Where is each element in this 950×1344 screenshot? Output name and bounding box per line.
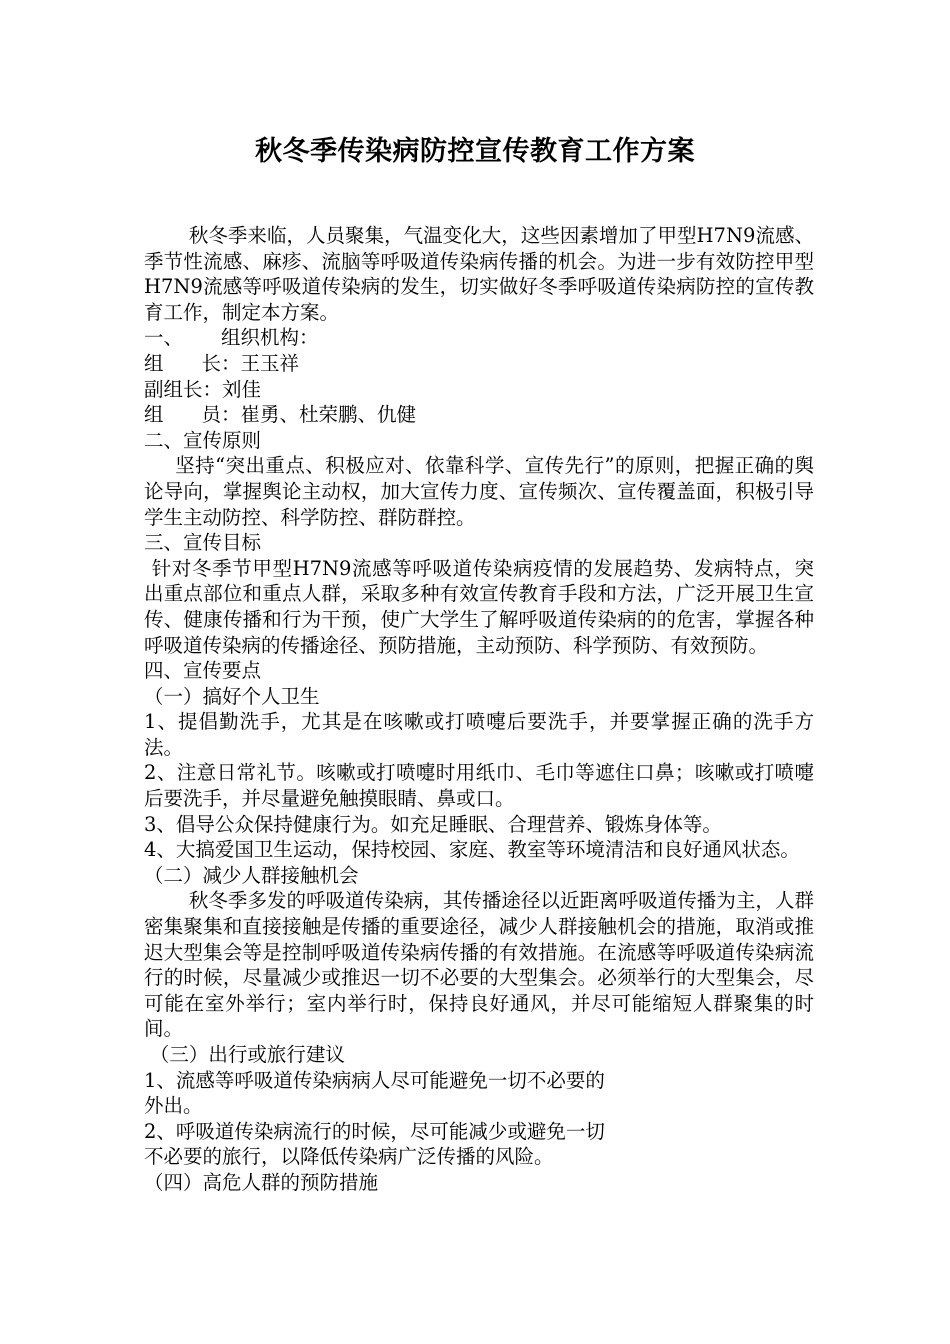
subsection-2-heading: （二）减少人群接触机会 bbox=[144, 863, 359, 887]
intro-paragraph: 秋冬季来临，人员聚集，气温变化大，这些因素增加了甲型H7N9流感、季节性流感、麻疹、流脑等呼吸道传染病传播的机会。为进一步有效防控甲型H7N9流感等呼吸道传染病的发生，切实做好冬季呼吸道传染病防控的宣传教育工作，制定本方案。 bbox=[144, 224, 814, 324]
list-item: 3、倡导公众保持健康行为。如充足睡眠、合理营养、锻炼身体等。 bbox=[144, 812, 722, 836]
list-item-continued: 外出。 bbox=[144, 1094, 203, 1118]
section-2-paragraph: 坚持“突出重点、积极应对、依靠科学、宣传先行”的原则，把握正确的舆论导向，掌握舆论主动权，加大宣传力度、宣传频次、宣传覆盖面，积极引导学生主动防控、科学防控、群防群控。 bbox=[144, 454, 814, 529]
section-2-heading: 二、宣传原则 bbox=[144, 428, 262, 452]
subsection-4-heading: （四）高危人群的预防措施 bbox=[144, 1170, 379, 1194]
section-3-heading: 三、宣传目标 bbox=[144, 531, 262, 555]
section-4-heading: 四、宣传要点 bbox=[144, 659, 262, 683]
document-body bbox=[144, 223, 814, 1196]
list-item: 4、大搞爱国卫生运动，保持校园、家庭、教室等环境清洁和良好通风状态。 bbox=[144, 838, 800, 862]
leader-name: 王玉祥 bbox=[240, 351, 300, 375]
section-3-paragraph: 针对冬季节甲型H7N9流感等呼吸道传染病疫情的发展趋势、发病特点，突出重点部位和重点人群，采取多种有效宣传教育手段和方法，广泛开展卫生宣传、健康传播和行为干预，使广大学生了解呼吸道传染病的的危害，掌握各种呼吸道传染病的传播途径、预防措施，主动预防、科学预防、有效预防。 bbox=[144, 556, 814, 657]
document-title: 秋冬季传染病防控宣传教育工作方案 bbox=[255, 136, 695, 167]
list-item: 1、提倡勤洗手，尤其是在咳嗽或打喷嚏后要洗手，并要掌握正确的洗手方法。 bbox=[144, 710, 814, 759]
section-1-title: 组织机构： bbox=[221, 326, 319, 350]
deputy-line: 副组长：刘佳 bbox=[144, 377, 262, 401]
members-line: 组 员：崔勇、杜荣鹏、仇健 bbox=[144, 403, 417, 427]
subsection-2-paragraph: 秋冬季多发的呼吸道传染病，其传播途径以近距离呼吸道传播为主，人群密集聚集和直接接触是传播的重要途径，减少人群接触机会的措施，取消或推迟大型集会等是控制呼吸道传染病传播的有效措施。在流感等呼吸道传染病流行的时候，尽量减少或推迟一切不必要的大型集会。必须举行的大型集会，尽可能在室外举行；室内举行时，保持良好通风，并尽可能缩短人群聚集的时间。 bbox=[144, 889, 814, 1041]
list-item-continued: 不必要的旅行，以降低传染病广泛传播的风险。 bbox=[144, 1145, 554, 1169]
member-names: 崔勇、杜荣鹏、仇健 bbox=[240, 403, 417, 427]
list-item: 1、流感等呼吸道传染病病人尽可能避免一切不必要的 bbox=[144, 1068, 605, 1092]
list-item: 2、注意日常礼节。咳嗽或打喷嚏时用纸巾、毛巾等遮住口鼻；咳嗽或打喷嚏后要洗手，并尽量避免触摸眼睛、鼻或口。 bbox=[144, 761, 814, 811]
subsection-3-heading: （三）出行或旅行建议 bbox=[149, 1043, 345, 1066]
section-1-number: 一、 bbox=[144, 326, 184, 350]
subsection-1-heading: （一）搞好个人卫生 bbox=[144, 684, 320, 708]
leader-line: 组 长：王玉祥 bbox=[144, 351, 300, 375]
list-item: 2、呼吸道传染病流行的时候，尽可能减少或避免一切 bbox=[144, 1119, 605, 1143]
section-1-heading bbox=[144, 325, 814, 351]
